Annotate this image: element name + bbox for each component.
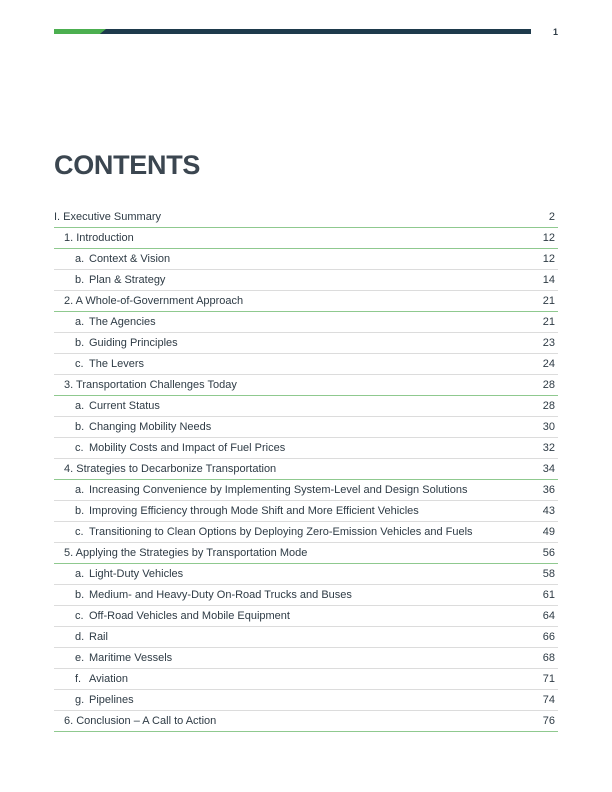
toc-entry-page: 68: [542, 652, 555, 664]
toc-entry-page: 32: [542, 442, 555, 454]
toc-entry[interactable]: [54, 585, 558, 606]
toc-entry-page: 12: [542, 253, 555, 265]
toc-entry[interactable]: [54, 354, 558, 375]
toc-entry-prefix: a.: [75, 484, 85, 496]
page-title: CONTENTS: [54, 150, 201, 180]
toc-entry-text: Mobility Costs and Impact of Fuel Prices: [89, 442, 286, 454]
toc-entry-prefix: g.: [75, 694, 85, 706]
toc-entry-label: [54, 253, 170, 265]
toc-entry-label: [54, 232, 134, 244]
toc-entry-label: [54, 610, 290, 622]
toc-entry-text: Increasing Convenience by Implementing System-Level and Design Solutions: [89, 484, 468, 496]
toc-entry-text: Medium- and Heavy-Duty On-Road Trucks and Buses: [89, 589, 352, 601]
toc-entry-text: Plan & Strategy: [89, 274, 166, 286]
toc-entry-label: [54, 211, 161, 223]
toc-entry[interactable]: [54, 648, 558, 669]
toc-entry-label: [54, 295, 243, 307]
toc-entry[interactable]: [54, 480, 558, 501]
toc-entry-text: Pipelines: [89, 694, 134, 706]
toc-entry-prefix: b.: [75, 589, 85, 601]
toc-entry[interactable]: [54, 459, 558, 480]
toc-entry[interactable]: [54, 669, 558, 690]
toc-entry-label: [54, 421, 211, 433]
toc-entry-page: 28: [542, 379, 555, 391]
toc-entry-page: 56: [542, 547, 555, 559]
toc-entry-page: 21: [542, 295, 555, 307]
toc-entry-text: Changing Mobility Needs: [89, 421, 212, 433]
toc-entry-prefix: b.: [75, 337, 85, 349]
table-of-contents: [54, 207, 558, 732]
toc-entry[interactable]: [54, 291, 558, 312]
toc-entry-label: [54, 547, 307, 559]
toc-entry-text: The Levers: [89, 358, 145, 370]
toc-entry-label: [54, 484, 468, 496]
header-rule-accent: [54, 29, 106, 34]
toc-entry-text: I. Executive Summary: [54, 211, 161, 223]
toc-entry-label: [54, 463, 276, 475]
toc-entry-prefix: a.: [75, 253, 85, 265]
toc-entry-text: Transitioning to Clean Options by Deploying Zero-Emission Vehicles and Fuels: [89, 526, 473, 538]
toc-entry-label: [54, 589, 352, 601]
toc-entry-label: [54, 568, 183, 580]
toc-entry[interactable]: [54, 375, 558, 396]
toc-entry-prefix: b.: [75, 274, 85, 286]
toc-entry-page: 71: [542, 673, 555, 685]
toc-entry[interactable]: [54, 396, 558, 417]
toc-entry-page: 36: [542, 484, 555, 496]
toc-entry-prefix: b.: [75, 505, 85, 517]
toc-entry[interactable]: [54, 522, 558, 543]
toc-entry-page: 61: [542, 589, 555, 601]
toc-entry-text: 2. A Whole-of-Government Approach: [64, 295, 244, 307]
toc-entry[interactable]: [54, 606, 558, 627]
toc-entry-prefix: c.: [75, 358, 84, 370]
toc-entry[interactable]: [54, 711, 558, 732]
toc-entry-prefix: c.: [75, 442, 84, 454]
toc-entry-page: 2: [548, 211, 555, 223]
toc-entry-prefix: a.: [75, 316, 85, 328]
toc-entry-label: [54, 715, 216, 727]
toc-entry-prefix: d.: [75, 631, 85, 643]
toc-entry-text: Aviation: [89, 673, 128, 685]
toc-entry-prefix: a.: [75, 400, 85, 412]
toc-entry[interactable]: [54, 501, 558, 522]
toc-entry-page: 24: [542, 358, 555, 370]
toc-entry-label: [54, 400, 160, 412]
toc-entry-text: 3. Transportation Challenges Today: [64, 379, 237, 391]
toc-entry-prefix: c.: [75, 610, 84, 622]
header-rule: [54, 29, 531, 34]
toc-entry-label: [54, 274, 165, 286]
toc-entry-text: Light-Duty Vehicles: [89, 568, 184, 580]
toc-entry-text: 4. Strategies to Decarbonize Transportation: [64, 463, 277, 475]
toc-entry-label: [54, 505, 419, 517]
toc-entry-page: 43: [542, 505, 555, 517]
toc-entry-text: 5. Applying the Strategies by Transportation Mode: [64, 547, 308, 559]
toc-entry-text: Improving Efficiency through Mode Shift and More Efficient Vehicles: [89, 505, 419, 517]
toc-entry-prefix: e.: [75, 652, 85, 664]
toc-entry-text: Current Status: [89, 400, 160, 412]
toc-entry[interactable]: [54, 333, 558, 354]
toc-entry[interactable]: [54, 417, 558, 438]
toc-entry-label: [54, 631, 108, 643]
toc-entry-page: 34: [542, 463, 555, 475]
toc-entry-text: The Agencies: [89, 316, 156, 328]
toc-entry[interactable]: [54, 270, 558, 291]
toc-entry-label: [54, 526, 473, 538]
toc-entry-page: 49: [542, 526, 555, 538]
toc-entry[interactable]: [54, 564, 558, 585]
toc-entry-page: 12: [542, 232, 555, 244]
toc-entry-page: 30: [542, 421, 555, 433]
toc-entry[interactable]: [54, 690, 558, 711]
toc-entry-prefix: b.: [75, 421, 85, 433]
page-number: 1: [552, 27, 558, 37]
toc-entry-prefix: a.: [75, 568, 85, 580]
toc-entry-label: [54, 694, 134, 706]
toc-entry-text: Rail: [89, 631, 108, 643]
toc-entry-page: 76: [542, 715, 555, 727]
toc-entry-text: Context & Vision: [89, 253, 171, 265]
toc-entry[interactable]: [54, 312, 558, 333]
toc-entry-label: [54, 673, 128, 685]
toc-entry-page: 66: [542, 631, 555, 643]
toc-entry-page: 74: [542, 694, 555, 706]
toc-entry-label: [54, 316, 156, 328]
toc-entry[interactable]: [54, 249, 558, 270]
toc-entry-page: 58: [542, 568, 555, 580]
toc-entry[interactable]: [54, 207, 558, 228]
toc-entry-label: [54, 379, 237, 391]
toc-entry[interactable]: [54, 627, 558, 648]
toc-entry-label: [54, 337, 178, 349]
toc-entry-text: 1. Introduction: [64, 232, 134, 244]
toc-entry-text: 6. Conclusion – A Call to Action: [64, 715, 217, 727]
toc-entry-prefix: c.: [75, 526, 84, 538]
toc-entry[interactable]: [54, 228, 558, 249]
toc-entry-text: Guiding Principles: [89, 337, 178, 349]
toc-entry-label: [54, 358, 144, 370]
toc-entry-page: 23: [542, 337, 555, 349]
toc-entry-label: [54, 652, 172, 664]
toc-entry-text: Maritime Vessels: [89, 652, 173, 664]
toc-entry-page: 21: [542, 316, 555, 328]
toc-entry-page: 14: [542, 274, 555, 286]
toc-entry[interactable]: [54, 543, 558, 564]
toc-entry[interactable]: [54, 438, 558, 459]
toc-entry-prefix: f.: [75, 673, 82, 685]
toc-entry-text: Off-Road Vehicles and Mobile Equipment: [89, 610, 290, 622]
toc-entry-label: [54, 442, 285, 454]
toc-entry-page: 28: [542, 400, 555, 412]
toc-entry-page: 64: [542, 610, 555, 622]
